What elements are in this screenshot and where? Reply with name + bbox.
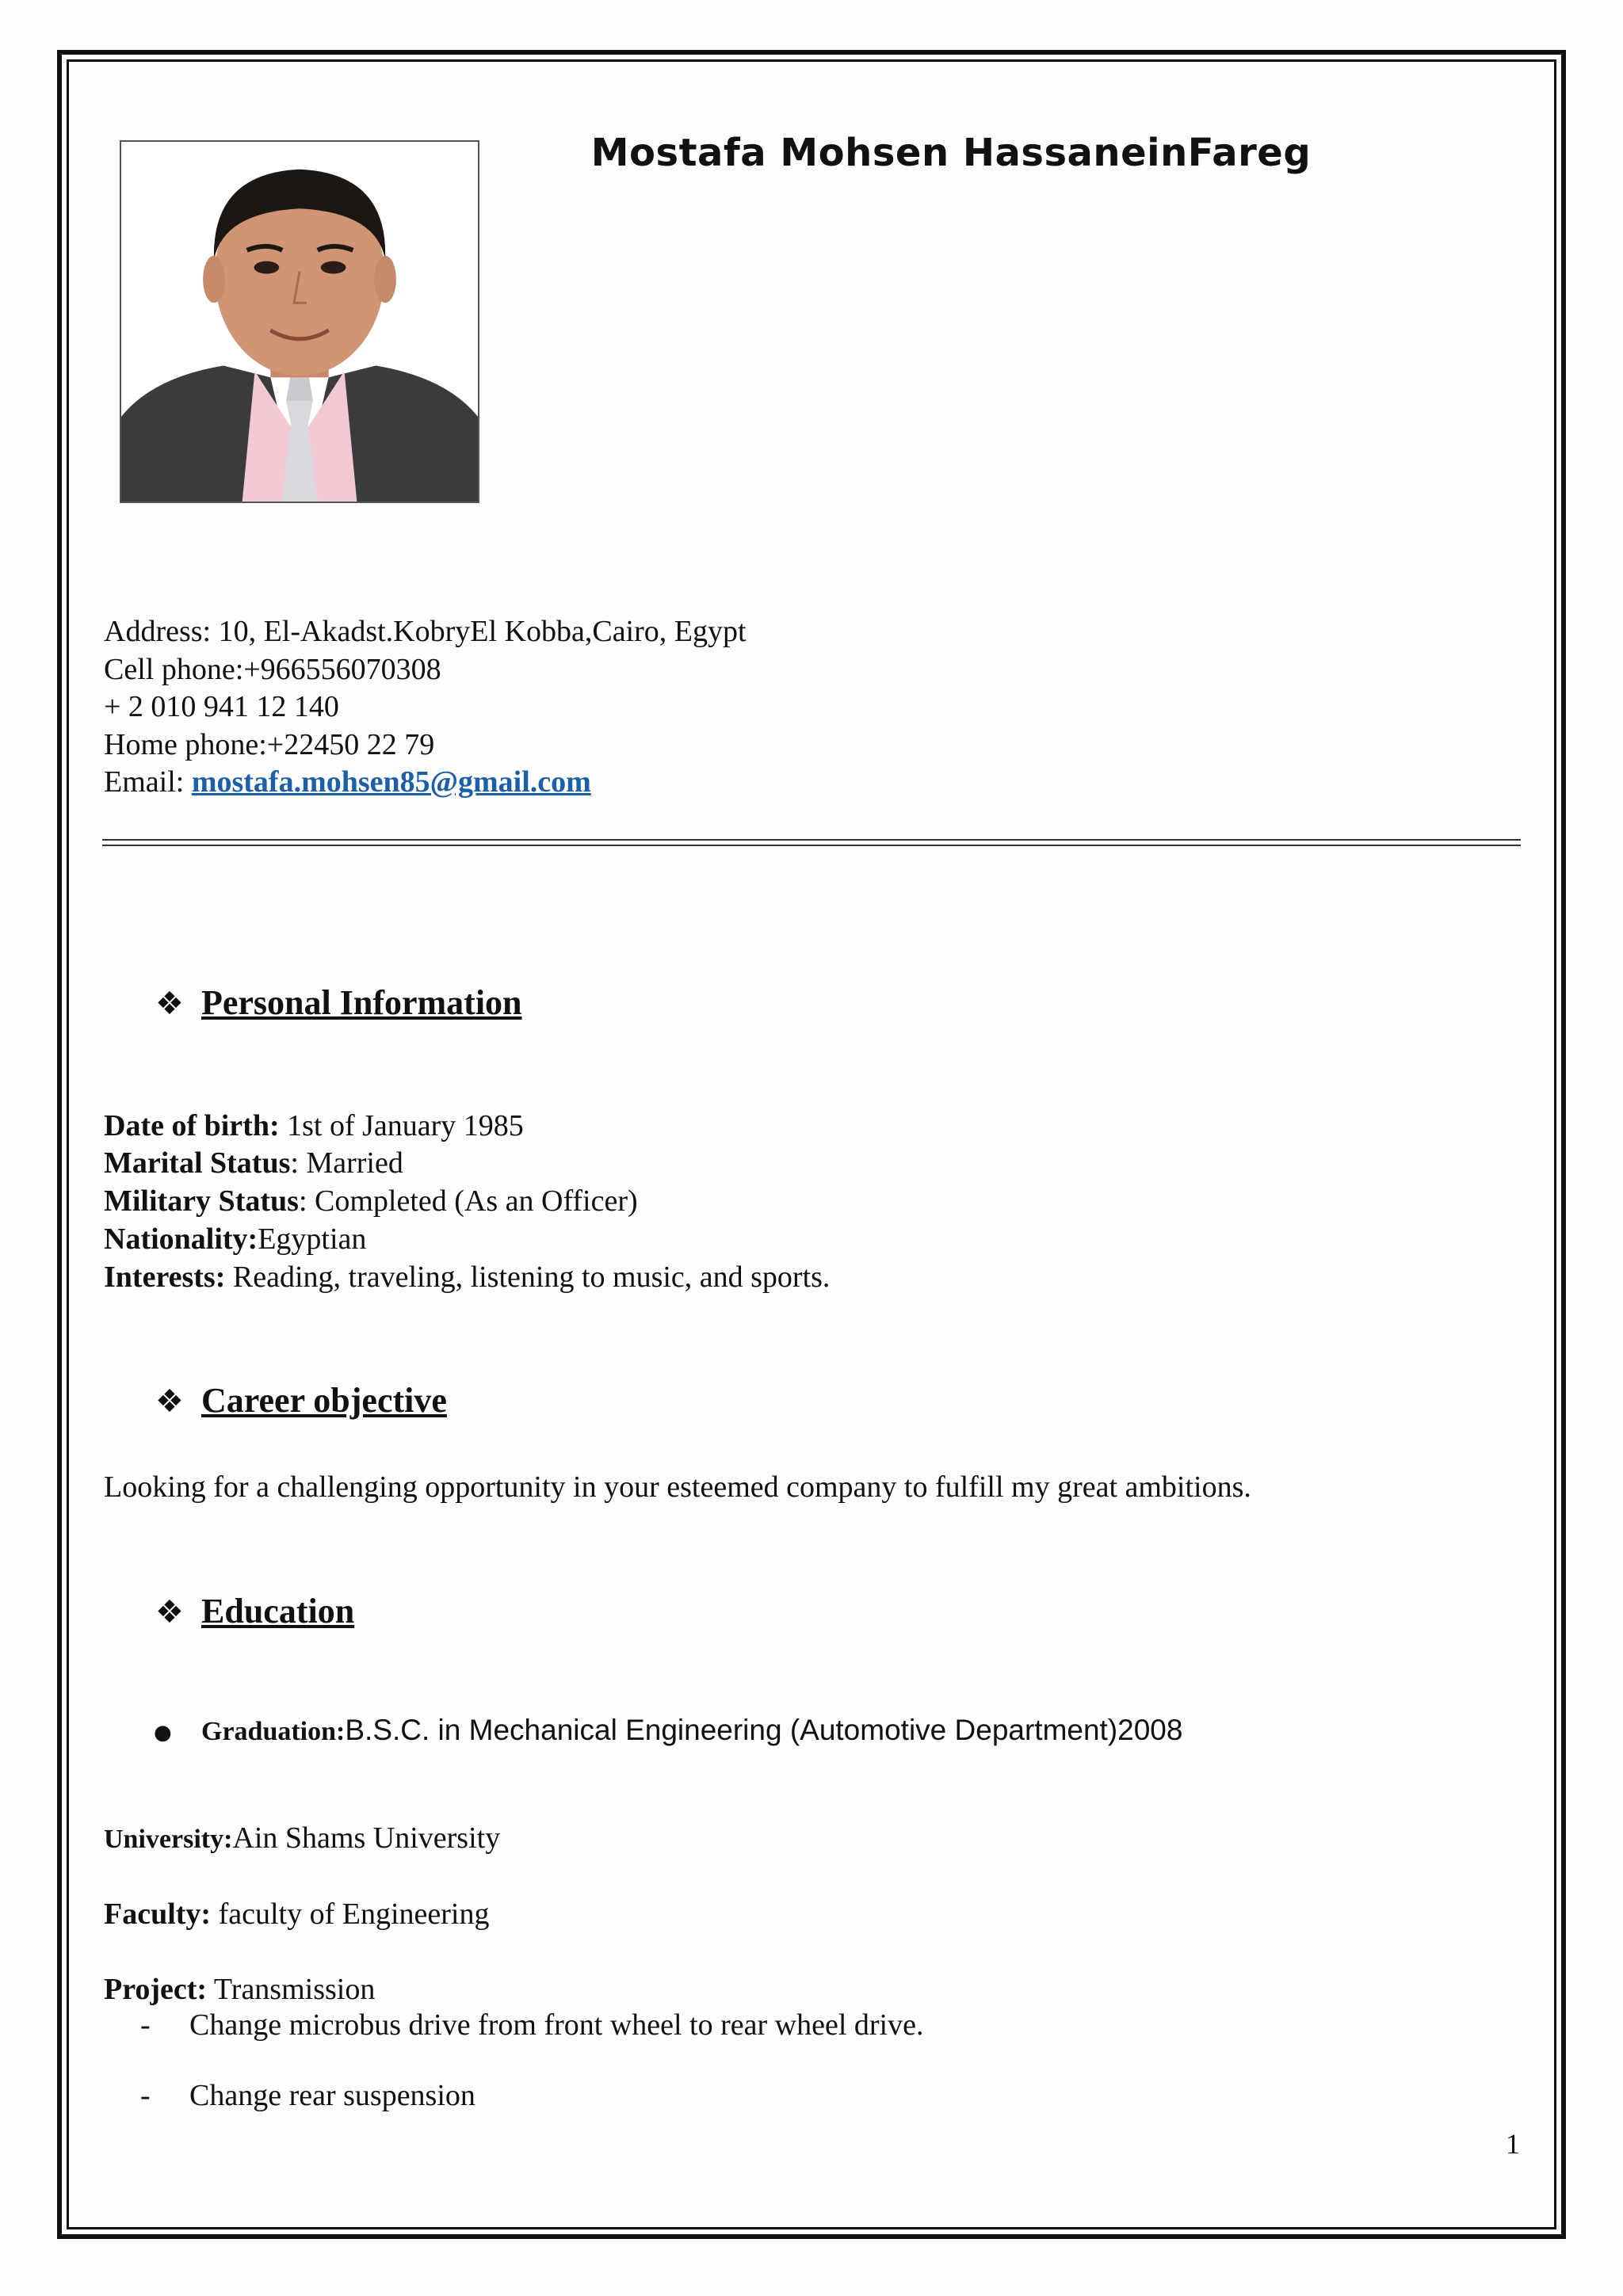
diamond-bullet-icon: ❖ bbox=[155, 986, 184, 1022]
divider-line-top bbox=[102, 839, 1521, 841]
cell-phone-line: Cell phone:+966556070308 bbox=[104, 653, 441, 686]
diamond-bullet-icon: ❖ bbox=[155, 1383, 184, 1420]
graduation-value: B.S.C. in Mechanical Engineering (Automotive Department)2008 bbox=[345, 1714, 1183, 1746]
university-label: University: bbox=[104, 1825, 233, 1854]
section-title: Education bbox=[201, 1592, 355, 1630]
profile-photo bbox=[120, 140, 479, 503]
military-label: Military Status bbox=[104, 1184, 299, 1218]
university-value: Ain Shams University bbox=[232, 1821, 501, 1855]
military-line bbox=[104, 1182, 638, 1220]
candidate-name: Mostafa Mohsen HassaneinFareg bbox=[590, 131, 1312, 175]
dob-value: 1st of January 1985 bbox=[279, 1109, 524, 1142]
nationality-line bbox=[104, 1220, 366, 1258]
project-item-text: Change rear suspension bbox=[189, 2079, 475, 2112]
interests-value: Reading, traveling, listening to music, and sports. bbox=[225, 1261, 831, 1294]
divider-line-bottom bbox=[102, 845, 1521, 846]
dash-bullet: - bbox=[140, 2079, 151, 2112]
section-title: Career objective bbox=[201, 1381, 447, 1420]
graduation-label: Graduation: bbox=[201, 1717, 346, 1746]
marital-line bbox=[104, 1144, 403, 1182]
marital-label: Marital Status bbox=[104, 1146, 291, 1180]
project-label: Project: bbox=[104, 1973, 208, 2006]
address-line: Address: 10, El-Akadst.KobryEl Kobba,Cairo, Egypt bbox=[104, 615, 747, 648]
career-objective-text: Looking for a challenging opportunity in your esteemed company to fulfill my great ambitions. bbox=[104, 1470, 1251, 1504]
section-title: Personal Information bbox=[201, 983, 522, 1022]
faculty-line bbox=[104, 1895, 489, 1933]
nationality-label: Nationality: bbox=[104, 1222, 258, 1256]
project-line bbox=[104, 1970, 375, 2008]
section-heading-career bbox=[155, 1380, 447, 1421]
email-label: Email: bbox=[104, 765, 192, 799]
nationality-value: Egyptian bbox=[258, 1222, 367, 1256]
email-line bbox=[104, 763, 591, 801]
diamond-bullet-icon: ❖ bbox=[155, 1594, 184, 1630]
section-heading-education bbox=[155, 1591, 354, 1631]
graduation-item bbox=[154, 1713, 1182, 1748]
cell-phone-2-line: + 2 010 941 12 140 bbox=[104, 690, 339, 723]
faculty-value: faculty of Engineering bbox=[211, 1897, 490, 1931]
interests-line bbox=[104, 1258, 830, 1296]
page-number: 1 bbox=[1506, 2128, 1520, 2160]
military-value: : Completed (As an Officer) bbox=[298, 1184, 638, 1218]
project-value: Transmission bbox=[207, 1973, 376, 2006]
section-heading-personal bbox=[155, 982, 522, 1023]
home-phone-line: Home phone:+22450 22 79 bbox=[104, 728, 435, 761]
bullet-dot-icon: ● bbox=[154, 1721, 172, 1745]
dob-label: Date of birth: bbox=[104, 1109, 280, 1142]
faculty-label: Faculty: bbox=[104, 1897, 212, 1931]
email-link[interactable]: mostafa.mohsen85@gmail.com bbox=[191, 765, 591, 799]
interests-label: Interests: bbox=[104, 1261, 226, 1294]
project-item-text: Change microbus drive from front wheel to rear wheel drive. bbox=[189, 2008, 924, 2042]
marital-value: : Married bbox=[290, 1146, 403, 1180]
dash-bullet: - bbox=[140, 2008, 151, 2042]
dob-line bbox=[104, 1107, 524, 1145]
university-line bbox=[104, 1819, 500, 1859]
